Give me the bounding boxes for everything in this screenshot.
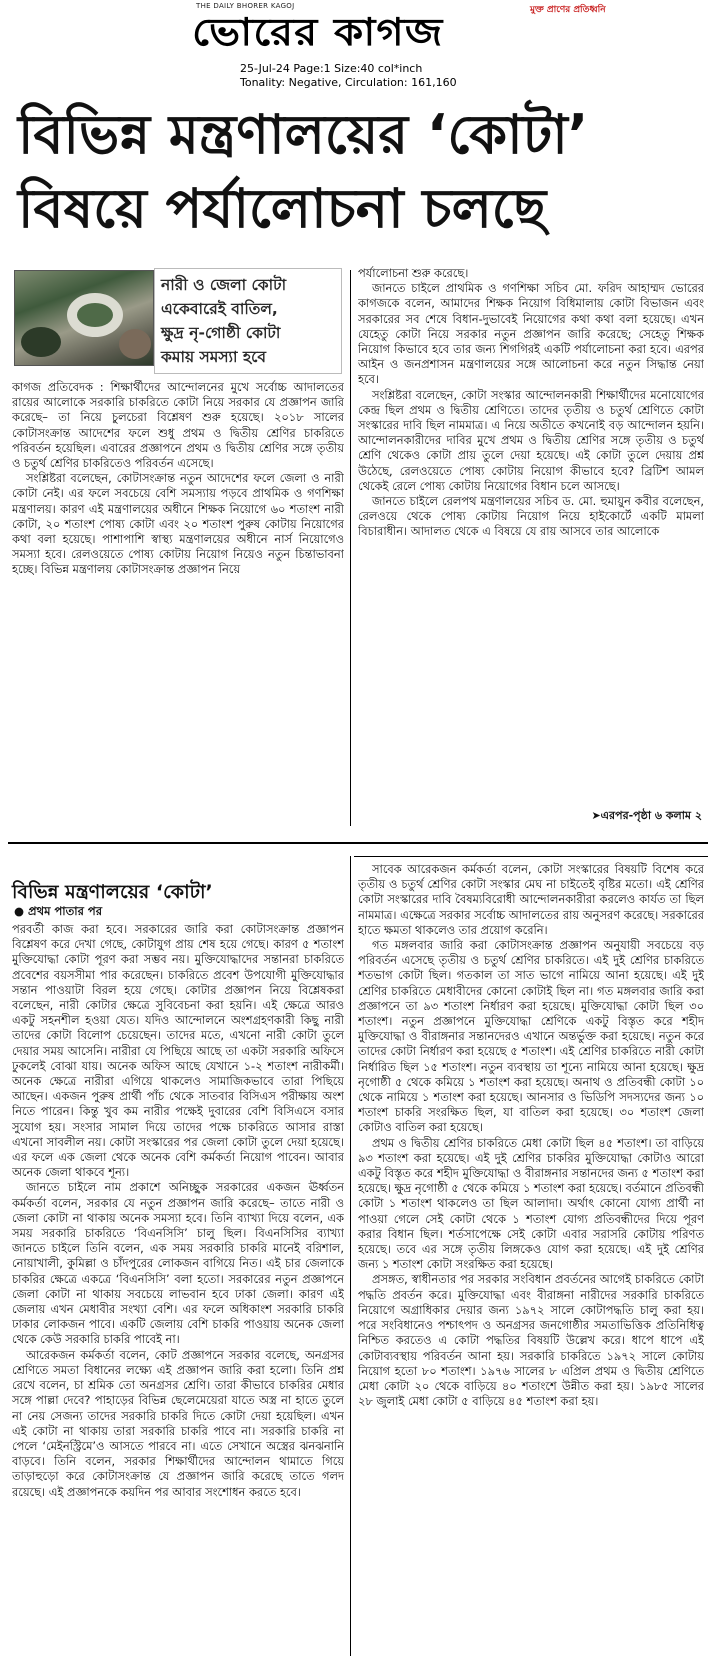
clipping-meta-date: 25-Jul-24 Page:1 Size:40 col*inch bbox=[240, 62, 423, 75]
highlight-line-1: নারী ও জেলা কোটা bbox=[161, 276, 287, 294]
masthead-tagline-english: THE DAILY BHORER KAGOJ bbox=[196, 2, 295, 10]
clipping-meta-tonality: Tonality: Negative, Circulation: 161,160 bbox=[240, 76, 457, 89]
photo-crowd-right bbox=[119, 329, 151, 359]
article-paragraph: প্রসঙ্গত, স্বাধীনতার পর সরকার সংবিধান প্রবর্তনের আগেই চাকরিতে কোটা পদ্ধতি প্রবর্তন করে। মুক্তিযোদ্ধা এবং বীরাঙ্গনা নারীদের সরকারি চাকরিতে নিয়োগে অগ্রাধিকার দেয়ার জন্য ১৯৭২ সালে কোটাপদ্ধতি চালু করা হয়। পরে সংবিধানেও পশ্চাৎপদ ও অনগ্রসর জনগোষ্ঠীর সমতাভিত্তিক প্রতিনিধিত্ব নিশ্চিত করতেও এ কোটা পদ্ধতির বিষয়টি উল্লেখ করে। ধাপে ধাপে এই কোটাব্যবস্থায় পরিবর্তন আনা হয়। সরকারি চাকরিতে ১৯৭২ সালে কোটায় নিয়োগ হতো ৮০ শতাংশ। ১৯৭৬ সালের ৮ এপ্রিল প্রথম ও দ্বিতীয় শ্রেণিতে মেধা কোটা ২০ থেকে বাড়িয়ে ৪০ শতাংশে উন্নীত করা হয়। ১৯৮৫ সালের ২৮ জুলাই মেধা কোটা ৫ বাড়িয়ে ৪৫ শতাংশ করা হয়। bbox=[358, 1272, 704, 1409]
highlight-line-3: ক্ষুদ্র নৃ-গোষ্ঠী কোটা bbox=[161, 324, 281, 342]
article-paragraph: গত মঙ্গলবার জারি করা কোটাসংক্রান্ত প্রজ্ঞাপন অনুযায়ী সবচেয়ে বড় পরিবর্তন এসেছে তৃতীয় ও চতুর্থ শ্রেণির চাকরিতে। এই দুই শ্রেণির চাকরিতে শতভাগ কোটা ছিল। গতকাল তা সাত ভাগে নামিয়ে আনা হয়েছে। এই দুই শ্রেণির চাকরিতে মেধাবীদের কোনো কোটাই ছিল না। গত মঙ্গলবার জারি করা প্রজ্ঞাপনে তা ৯৩ শতাংশ নির্ধারণ করা হয়েছে। মুক্তিযোদ্ধা কোটা ছিল ৩০ শতাংশ। নতুন প্রজ্ঞাপনে মুক্তিযোদ্ধা শ্রেণিকে একটু বিস্তৃত করে শহীদ মুক্তিযোদ্ধা ও বীরাঙ্গনার সন্তানদেরও এখানে অন্তর্ভুক্ত করা হয়েছে। নতুন করে তাদের কোটা নির্ধারণ করা হয়েছে ৫ শতাংশ। এই শ্রেণির চাকরিতে নারী কোটা নির্ধারিত ছিল ১৫ শতাংশ। নতুন ব্যবস্থায় তা শূন্যে নামিয়ে আনা হয়েছে। ক্ষুদ্র নৃগোষ্ঠী ৫ থেকে কমিয়ে ১ শতাংশ করা হয়েছে। অনাথ ও প্রতিবন্ধী কোটা ১০ থেকে নামিয়ে ১ শতাংশ করা হয়েছে। আনসার ও ভিডিপি সদস্যদের জন্য ১০ শতাংশ চাকরি সংরক্ষিত ছিল, যা বাতিল করা হয়েছে। ৩০ শতাংশ জেলা কোটাও বাতিল করা হয়েছে। bbox=[358, 938, 704, 1135]
masthead bbox=[0, 0, 716, 62]
article-paragraph: সংশ্লিষ্টরা বলেছেন, কোটাসংক্রান্ত নতুন আদেশের ফলে জেলা ও নারী কোটা নেই। এর ফলে সবচেয়ে বেশি সমস্যায় পড়বে প্রাথমিক ও গণশিক্ষা মন্ত্রণালয়। কারণ এই মন্ত্রণালয়ের অধীনে শিক্ষক নিয়োগে ৬০ শতাংশ নারী কোটা, ২০ শতাংশ পোষ্য কোটা এবং ২০ শতাংশ পুরুষ কোটায় নিয়োগের কথা বলা হয়েছে। পাশাপাশি স্বাস্থ্য মন্ত্রণালয়ের অধীনে নার্স নিয়োগেও সমস্যা হবে। রেলওয়েতে পোষ্য কোটায় নিয়োগ নিয়েও নতুন চিন্তাভাবনা হচ্ছে। বিভিন্ন মন্ত্রণালয় কোটাসংক্রান্ত প্রজ্ঞাপন নিয়ে bbox=[12, 471, 344, 577]
article-paragraph: জানতে চাইলে রেলপথ মন্ত্রণালয়ের সচিব ড. মো. হুমায়ুন কবীর বলেছেন, রেলওয়ে থেকে পোষ্য কোটায় নিয়োগ নিয়ে হাইকোর্টে একটি মামলা বিচারাধীন। আদালত থেকে এ বিষয়ে যে রায় আসবে তার আলোকে bbox=[358, 494, 704, 539]
column-divider-top bbox=[350, 270, 351, 826]
article-paragraph: জানতে চাইলে নাম প্রকাশে অনিচ্ছুক সরকারের একজন ঊর্ধ্বতন কর্মকর্তা বলেন, সরকার যে নতুন প্রজ্ঞাপন জারি করেছে– তাতে নারী ও জেলা কোটা না থাকায় অনেক সমস্যা হবে। তিনি ব্যাখ্যা দিয়ে বলেন, এক সময় সরকারি চাকরিতে ‘বিএনসিসি’ চালু ছিল। বিএনসিসির ব্যাখ্যা জানতে চাইলে তিনি বলেন, এক সময় সরকারি চাকরি মানেই বরিশাল, নোয়াখালী, কুমিল্লা ও চাঁদপুরের লোকজন বাগিয়ে নিত। এই চার জেলাকে চাকরির ক্ষেত্রে একত্রে ‘বিএনসিসি’ বলা হতো। সরকারের নতুন প্রজ্ঞাপনে জেলা কোটা না থাকায় সবচেয়ে লাভবান হবে ঢাকা জেলা। কারণ এই জেলায় এখন মেধাবীর সংখ্যা বেশি। এর ফলে অধিকাংশ সরকারি চাকরি ঢাকার লোকজন পাবে। একটি জেলায় বেশি চাকরি পাওয়ায় অনেক জেলা থেকে কেউ সরকারি চাকরি পাবেই না। bbox=[12, 1180, 344, 1347]
article-paragraph: পর্যালোচনা শুরু করেছে। bbox=[358, 266, 469, 280]
article-paragraph: সংশ্লিষ্টরা বলেছেন, কোটা সংস্কার আন্দোলনকারী শিক্ষার্থীদের মনোযোগের কেন্দ্র ছিল প্রথম ও দ্বিতীয় শ্রেণিতে। তাদের তৃতীয় ও চতুর্থ শ্রেণিতে কোটা সংস্কারের দাবি ছিল নামমাত্র। এ নিয়ে অতীতে কখনোই বড় আন্দোলন হয়নি। আন্দোলনকারীদের দাবির মুখে প্রথম ও দ্বিতীয় শ্রেণির সঙ্গে তৃতীয় ও চতুর্থ শ্রেণি থেকেও কোটা প্রায় তুলে দেয়া হয়েছে। এই কোটা তুলে দেয়ায় প্রশ্ন উঠেছে, রেলওয়েতে পোষ্য কোটায় নিয়োগ কীভাবে হবে? ব্রিটিশ আমল থেকেই রেলে পোষ্য কোটায় নিয়োগের বিধান চলে আসছে। bbox=[358, 387, 704, 493]
continuation-subtitle: ● প্রথম পাতার পর bbox=[14, 904, 103, 918]
continued-note: ➤এরপর-পৃষ্ঠা ৬ কলাম ২ bbox=[591, 809, 702, 822]
highlight-line-4: কমায় সমস্যা হবে bbox=[161, 348, 266, 366]
article-paragraph: সাবেক আরেকজন কর্মকর্তা বলেন, কোটা সংস্কারের বিষয়টি বিশেষ করে তৃতীয় ও চতুর্থ শ্রেণির কোটা সংস্কার মেঘ না চাইতেই বৃষ্টির মতো। এই শ্রেণির কোটা সংস্কারের দাবি বৈষম্যবিরোধী আন্দোলনকারীরা করলেও কার্যত তা ছিল নামমাত্র। এক্ষেত্রে সরকার সর্বোচ্চ আদালতের রায় অনুসরণ করেছে। সরকারের হাতে ক্ষমতা থাকলেও তার প্রয়োগ করেনি। bbox=[358, 862, 704, 937]
column-divider-bottom bbox=[350, 856, 351, 1656]
protest-photo bbox=[14, 270, 154, 366]
masthead-tagline-bengali: মুক্ত প্রাণের প্রতিধ্বনি bbox=[530, 5, 606, 15]
continuation-title: বিভিন্ন মন্ত্রণালয়ের ‘কোটা’ bbox=[12, 881, 213, 903]
article-top-left-column bbox=[12, 380, 344, 824]
article-bottom-left-column bbox=[12, 922, 344, 1660]
photo-crowd bbox=[21, 327, 61, 357]
headline-line-2: বিষয়ে পর্যালোচনা চলছে bbox=[18, 177, 547, 240]
article-paragraph: কাগজ প্রতিবেদক : শিক্ষার্থীদের আন্দোলনের মুখে সর্বোচ্চ আদালতের রায়ের আলোকে সরকারি চাকরিতে কোটা নিয়ে সরকার যে প্রজ্ঞাপন জারি করেছে– তা নিয়ে চুলচেরা বিশ্লেষণ শুরু হয়েছে। ২০১৮ সালের কোটাসংক্রান্ত আদেশের ফলে শুধু প্রথম ও দ্বিতীয় শ্রেণির চাকরিতে পরিবর্তন হয়েছিল। এবারের প্রজ্ঞাপনে প্রথম ও দ্বিতীয় শ্রেণির সঙ্গে তৃতীয় ও চতুর্থ শ্রেণির চাকরিতেও পরিবর্তন এসেছে। bbox=[12, 380, 344, 471]
article-paragraph: প্রথম ও দ্বিতীয় শ্রেণির চাকরিতে মেধা কোটা ছিল ৪৫ শতাংশ। তা বাড়িয়ে ৯৩ শতাংশ করা হয়েছে। এই দুই শ্রেণির চাকরির মুক্তিযোদ্ধা কোটাও আরো একটু বিস্তৃত করে শহীদ মুক্তিযোদ্ধা ও বীরাঙ্গনার সন্তানদের জন্য ৫ শতাংশ করা হয়েছে। ক্ষুদ্র নৃগোষ্ঠী ৫ থেকে কমিয়ে ১ শতাংশ করা হয়েছে। বর্তমানে প্রতিবন্ধী কোটা ১ শতাংশ থাকলেও তা ছিল আলাদা। অর্থাৎ কোনো যোগ্য প্রার্থী না পাওয়া গেলে সেই কোটা থেকে ১ শতাংশ যোগ্য প্রতিবন্ধীদের দিয়ে পূরণ করার বিধান ছিল। শর্তসাপেক্ষে সেই কোটা এবার সরাসরি কোটায় পরিণত হয়েছে। তবে এর সঙ্গে তৃতীয় লিঙ্গকেও যোগ করা হয়েছে। এই দুই শ্রেণির জন্য ১ শতাংশ কোটা সংরক্ষিত করা হয়েছে। bbox=[358, 1135, 704, 1272]
photo-banner bbox=[77, 303, 113, 327]
article-bottom-right-column bbox=[358, 862, 704, 1660]
highlight-line-2: একেবারেই বাতিল, bbox=[161, 300, 278, 318]
article-top-right-column bbox=[358, 266, 704, 786]
newspaper-logo: ভোরের কাগজ bbox=[192, 10, 444, 54]
article-paragraph: পরবর্তী কাজ করা হবে। সরকারের জারি করা কোটাসংক্রান্ত প্রজ্ঞাপন বিশ্লেষণ করে দেখা গেছে, কোটাযুগ প্রায় শেষ হয়ে গেছে। কারণ ৫ শতাংশ মুক্তিযোদ্ধা কোটা পূরণ করা সম্ভব নয়। মুক্তিযোদ্ধাদের সন্তানরা চাকরিতে প্রবেশের বয়সসীমা পার করেছেন। চাকরিতে প্রবেশ উপযোগী মুক্তিযোদ্ধার সন্তান পাওয়াটা বিরল হয়ে গেছে। কোটার প্রজ্ঞাপন নিয়ে বিশ্লেষকরা বলেছেন, নারী কোটার ক্ষেত্রে সুবিবেচনা করা হয়নি। এই ক্ষেত্রে আরও একটু সহনশীল হওয়া যেত। যদিও আন্দোলনে অংশগ্রহণকারী কিছু নারী তাদের কোটা বিলোপ চেয়েছেন। তাদের মতে, এখনো নারী কোটা তুলে দেয়ার সময় আসেনি। নারীরা যে পিছিয়ে আছে তা একটা সরকারি অফিসে ঢুকলেই বোঝা যায়। অনেক অফিস আছে যেখানে ১-২ শতাংশ নারীকর্মী। অনেক ক্ষেত্রে নারীরা এগিয়ে থাকলেও সামাজিকভাবে তারা পিছিয়ে আছেন। একজন পুরুষ প্রার্থী পাঁচ থেকে সাতবার বিসিএস পরীক্ষায় অংশ নিতে পারেন। কিন্তু খুব কম নারীর পক্ষেই দুবারের বেশি বিসিএসে বসার সুযোগ হয়। সংসার সামাল দিয়ে তাদের পক্ষে চাকরিতে আসার রাস্তা এখনো সাবলীল নয়। কোটা সংস্কারের পর জেলা কোটা তুলে দেয়া হয়েছে। এর ফলে এক জেলা থেকে অনেক বেশি কর্মকর্তা নিয়োগ পাবেন। আবার অনেক জেলা থাকবে শূন্য। bbox=[12, 922, 344, 1180]
headline-line-1: বিভিন্ন মন্ত্রণালয়ের ‘কোটা’ bbox=[18, 103, 589, 166]
section-divider bbox=[8, 842, 708, 844]
article-paragraph: জানতে চাইলে প্রাথমিক ও গণশিক্ষা সচিব মো. ফরিদ আহাম্মদ ভোরের কাগজকে বলেন, আমাদের শিক্ষক নিয়োগ বিধিমালায় কোটা বিভাজন এবং সরকারের সব শেষে বিধান-দুভাবেই নিয়োগের কথা কথা বলা হয়েছে। এখন যেহেতু কোটা নিয়ে সরকার নতুন প্রজ্ঞাপন জারি করেছে; সেহেতু শিক্ষক নিয়োগ কিভাবে হবে তার জন্য শিগগিরই একটি পর্যালোচনা করা হবে। এরপর আইন ও জনপ্রশাসন মন্ত্রণালয়ের সঙ্গে আলোচনা করে নতুন সিদ্ধান্ত নেয়া হবে। bbox=[358, 281, 704, 387]
article-paragraph: আরেকজন কর্মকর্তা বলেন, কোট প্রজ্ঞাপনে সরকার বলেছে, অনগ্রসর শ্রেণিতে সমতা বিধানের লক্ষ্যে এই প্রজ্ঞাপন জারি করা হলো। তিনি প্রশ্ন রেখে বলেন, চা শ্রমিক তো অনগ্রসর শ্রেণি। তারা কীভাবে চাকরির মেধার সঙ্গে পাল্লা দেবে? পাহাড়ের বিভিন্ন ছেলেমেয়েরা যাতে অস্ত্র না হাতে তুলে না নেয় সেজন্য তাদের সরকারি চাকরি দিতে কোটা দেয়া হয়েছিল। এখন এই কোটা না থাকায় তারা সরকারি চাকরি পাবে না। সরকারি চাকরি না পেলে ‘মেইনস্ট্রিমে’ও আসতে পারবে না। এতে সেখানে অস্ত্রের ঝনঝনানি বাড়বে। তিনি বলেন, সরকার শিক্ষার্থীদের আন্দোলন থামাতে গিয়ে তাড়াহুড়ো করে কোটাসংক্রান্ত যে প্রজ্ঞাপন জারি করেছে তাতে গলদ রয়েছে। এই প্রজ্ঞাপনকে কয়দিন পর আবার সংশোধন করতে হবে। bbox=[12, 1347, 344, 1499]
right-column-rule bbox=[354, 856, 708, 857]
highlight-box bbox=[154, 268, 342, 374]
